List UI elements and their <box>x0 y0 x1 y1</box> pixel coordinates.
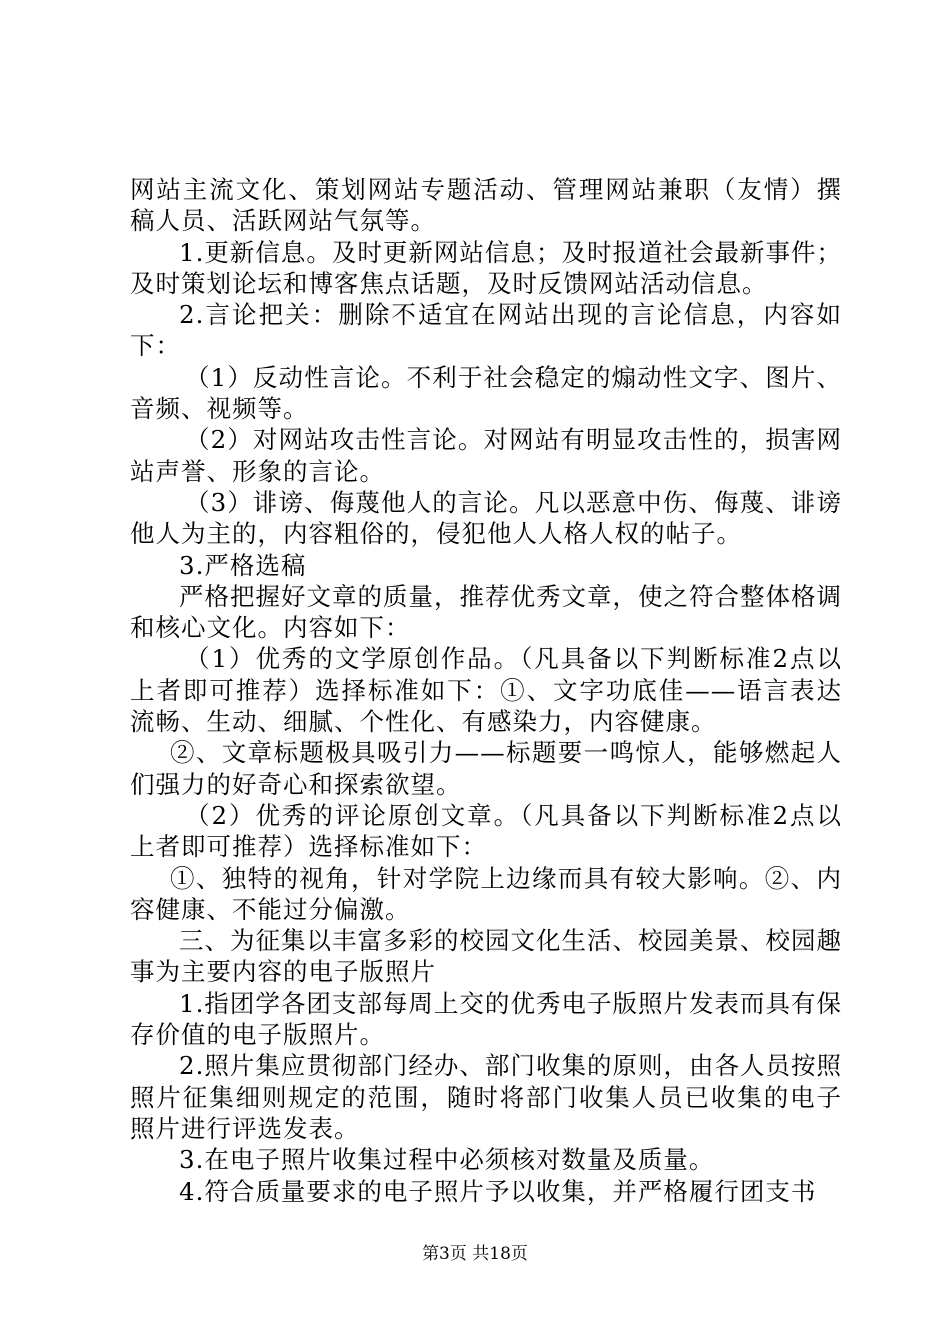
paragraph: 严格把握好文章的质量，推荐优秀文章，使之符合整体格调和核心文化。内容如下： <box>130 581 842 643</box>
paragraph: （2）对网站攻击性言论。对网站有明显攻击性的，损害网站声誉、形象的言论。 <box>130 425 842 486</box>
paragraph: （1）反动性言论。不利于社会稳定的煽动性文字、图片、音频、视频等。 <box>130 362 842 424</box>
document-body <box>130 174 842 1207</box>
paragraph: 4.符合质量要求的电子照片予以收集，并严格履行团支书 <box>179 1176 817 1206</box>
paragraph: （3）诽谤、侮蔑他人的言论。凡以恶意中伤、侮蔑、诽谤他人为主的，内容粗俗的，侵犯他人人格人权的帖子。 <box>130 487 842 549</box>
paragraph: 1.指团学各团支部每周上交的优秀电子版照片发表而具有保存价值的电子版照片。 <box>130 988 842 1050</box>
paragraph: 三、为征集以丰富多彩的校园文化生活、校园美景、校园趣事为主要内容的电子版照片 <box>130 926 842 987</box>
paragraph: 3.在电子照片收集过程中必须核对数量及质量。 <box>179 1145 715 1175</box>
paragraph: 2.言论把关：删除不适宜在网站出现的言论信息，内容如下： <box>130 300 842 361</box>
paragraph: ①、独特的视角，针对学院上边缘而具有较大影响。②、内容健康、不能过分偏激。 <box>130 863 842 924</box>
paragraph: （2）优秀的评论原创文章。（凡具备以下判断标准2点以上者即可推荐）选择标准如下： <box>130 800 842 862</box>
paragraph: ②、文章标题极具吸引力——标题要一鸣惊人，能够燃起人们强力的好奇心和探索欲望。 <box>130 738 842 799</box>
page-footer: 第3页 共18页 <box>422 1244 528 1264</box>
paragraph: （1）优秀的文学原创作品。（凡具备以下判断标准2点以上者即可推荐）选择标准如下：①、文字功底佳——语言表达流畅、生动、细腻、个性化、有感染力，内容健康。 <box>130 644 842 737</box>
paragraph: 网站主流文化、策划网站专题活动、管理网站兼职（友情）撰稿人员、活跃网站气氛等。 <box>130 175 842 236</box>
paragraph: 2.照片集应贯彻部门经办、部门收集的原则，由各人员按照照片征集细则规定的范围，随时将部门收集人员已收集的电子照片进行评选发表。 <box>130 1051 842 1143</box>
paragraph: 3.严格选稿 <box>179 550 307 580</box>
paragraph: 1.更新信息。及时更新网站信息；及时报道社会最新事件；及时策划论坛和博客焦点话题，及时反馈网站活动信息。 <box>130 237 842 298</box>
